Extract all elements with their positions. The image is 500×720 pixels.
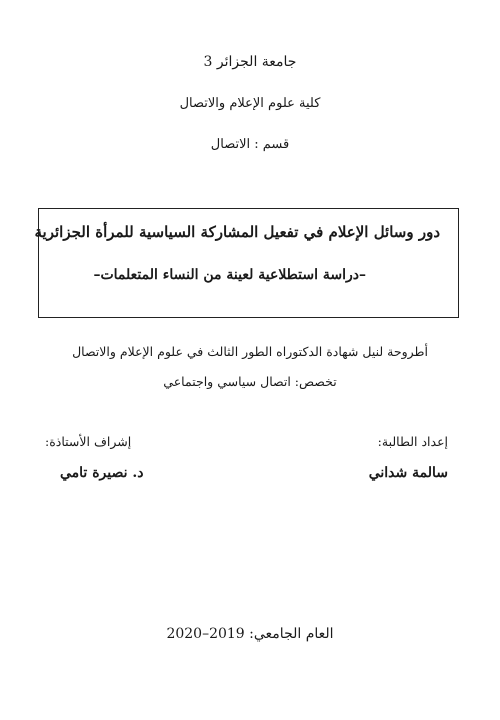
thesis-statement: أطروحة لنيل شهادة الدكتوراه الطور الثالث في علوم الإعلام والاتصال (72, 344, 428, 359)
thesis-subtitle: –دراسة استطلاعية لعينة من النساء المتعلمات– (93, 267, 366, 283)
prepared-by-label: إعداد الطالبة: (377, 434, 448, 449)
academic-year: العام الجامعي: 2019–2020 (166, 626, 334, 642)
title-box (34, 208, 459, 318)
faculty-name: كلية علوم الإعلام والاتصال (179, 96, 321, 111)
supervisor-name: د. نصيرة تامي (60, 465, 144, 481)
specialty: تخصص: اتصال سياسي واجتماعي (163, 374, 337, 389)
university-name: جامعة الجزائر 3 (203, 54, 297, 70)
supervisor-label: إشراف الأستاذة: (45, 434, 132, 449)
department-name: قسم : الاتصال (210, 137, 290, 152)
student-name: سالمة شداني (368, 465, 448, 481)
thesis-title: دور وسائل الإعلام في تفعيل المشاركة السياسية للمرأة الجزائرية (34, 223, 440, 241)
